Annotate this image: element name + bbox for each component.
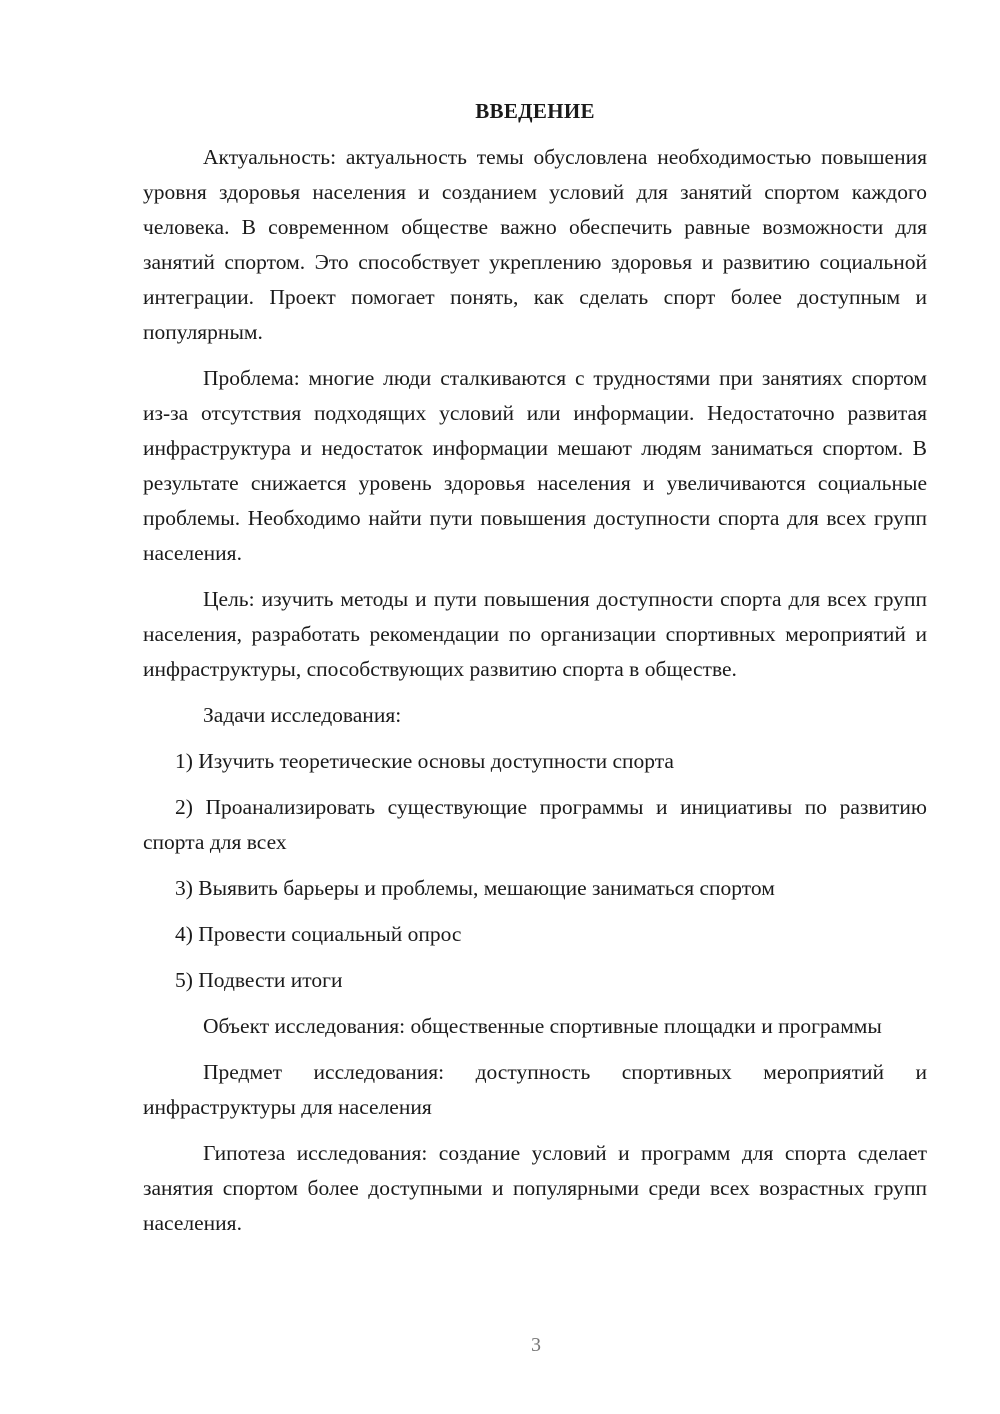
task-item-1: 1) Изучить теоретические основы доступности спорта — [175, 749, 674, 773]
goal-paragraph: Цель: изучить методы и пути повышения доступности спорта для всех групп населения, разработать рекомендации по организации спортивных мероприятий и инфраструктуры, способствующих развитию спорта в обществе. — [143, 587, 927, 681]
section-heading: ВВЕДЕНИЕ — [475, 99, 595, 123]
task-item-2: 2) Проанализировать существующие программы и инициативы по развитию спорта для всех — [143, 795, 927, 854]
hypothesis-paragraph: Гипотеза исследования: создание условий и программ для спорта сделает занятия спортом более доступными и популярными среди всех возрастных групп населения. — [143, 1141, 927, 1235]
document-body — [143, 96, 927, 1252]
tasks-heading: Задачи исследования: — [203, 703, 402, 727]
problem-paragraph: Проблема: многие люди сталкиваются с трудностями при занятиях спортом из-за отсутствия подходящих условий или информации. Недостаточно развитая инфраструктура и недостаток информации мешают людям заниматься спортом. В результате снижается уровень здоровья населения и увеличиваются социальные проблемы. Необходимо найти пути повышения доступности спорта для всех групп населения. — [143, 366, 927, 565]
task-item-3: 3) Выявить барьеры и проблемы, мешающие заниматься спортом — [175, 876, 775, 900]
page-number: 3 — [531, 1334, 541, 1356]
relevance-paragraph: Актуальность: актуальность темы обусловлена необходимостью повышения уровня здоровья населения и созданием условий для занятий спортом каждого человека. В современном обществе важно обеспечить равные возможности для занятий спортом. Это способствует укреплению здоровья и развитию социальной интеграции. Проект помогает понять, как сделать спорт более доступным и популярным. — [143, 145, 927, 344]
object-paragraph: Объект исследования: общественные спортивные площадки и программы — [203, 1014, 882, 1038]
subject-paragraph: Предмет исследования: доступность спортивных мероприятий и инфраструктуры для населения — [143, 1060, 927, 1119]
task-item-4: 4) Провести социальный опрос — [175, 922, 462, 946]
task-item-5: 5) Подвести итоги — [175, 968, 343, 992]
